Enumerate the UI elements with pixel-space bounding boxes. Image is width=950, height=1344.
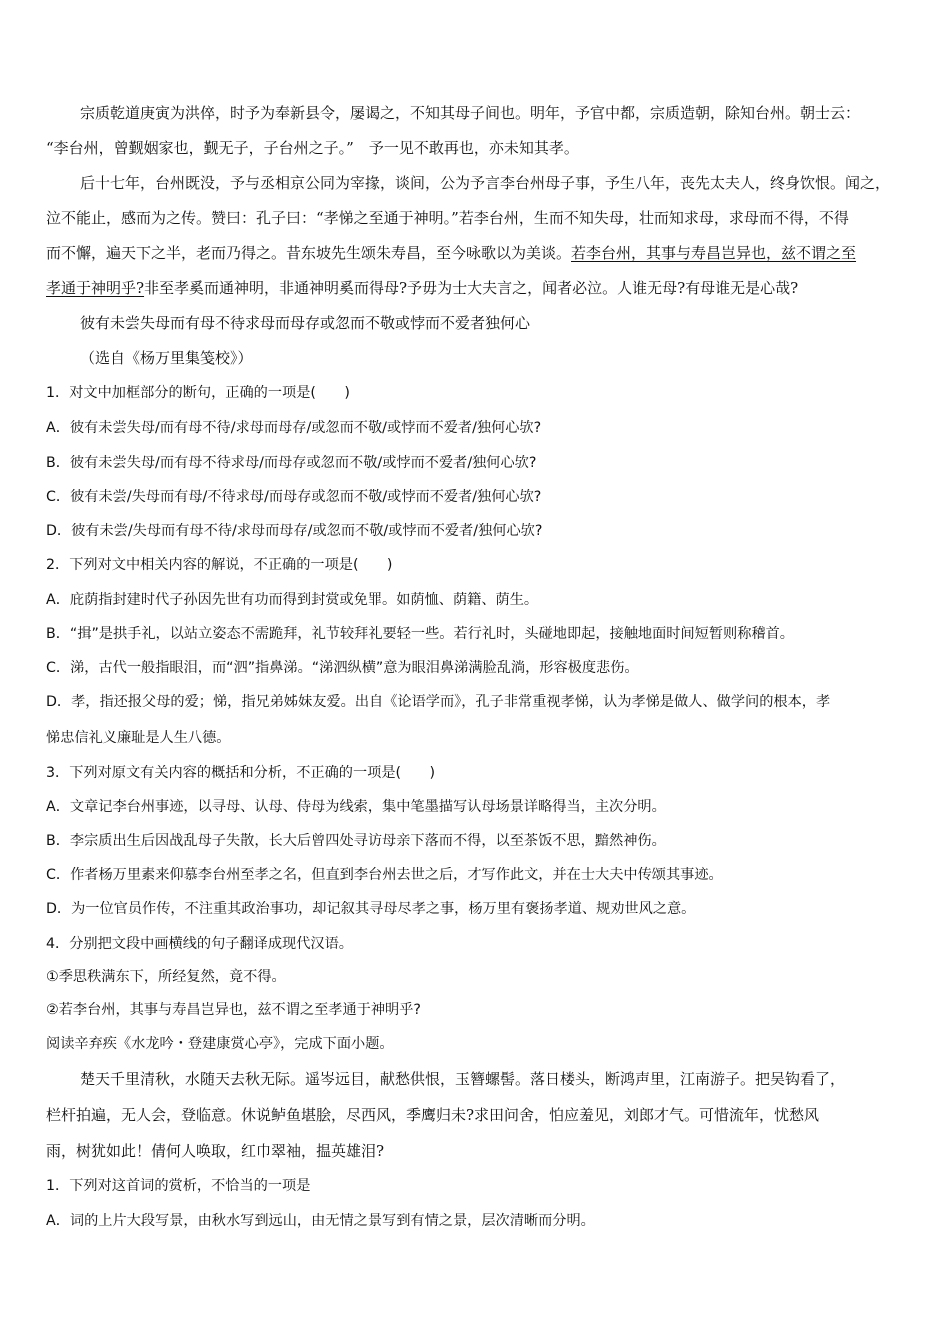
q3-option-b: B．李宗质出生后因战乱母子失散，长大后曾四处寻访母亲下落而不得，以至茶饭不思，黯然神伤。 <box>46 833 666 849</box>
q1-option-b: B．彼有未尝失母/而有母不待求母/而母存或忽而不敬/或悖而不爱者/独何心欤? <box>46 455 537 471</box>
q1-option-c: C．彼有未尝/失母而有母/不待求母/而母存或忽而不敬/或悖而不爱者/独何心欤? <box>46 489 542 505</box>
passage-p1-line2: “李台州，曾觐姻家也，觐无子，子台州之子。” 予一见不敢再也，亦未知其孝。 <box>46 139 579 157</box>
q4-item-1: ①季思秩满东下，所经复然，竟不得。 <box>46 969 286 985</box>
q2-option-b: B．“揖”是拱手礼，以站立姿态不需跪拜，礼节较拜礼要轻一些。若行礼时，头碰地即起，接触地面时间短暂则称稽首。 <box>46 626 794 642</box>
q3-option-a: A．文章记李台州事迹，以寻母、认母、侍母为线索，集中笔墨描写认母场景详略得当，主次分明。 <box>46 799 666 815</box>
poem-line3: 雨，树犹如此！倩何人唤取，红巾翠袖，揾英雄泪? <box>46 1142 385 1160</box>
q2-option-c: C．涕，古代一般指眼泪，而“泗”指鼻涕。“涕泗纵横”意为眼泪鼻涕满脸乱淌，形容极度悲伤。 <box>46 660 639 676</box>
passage-source: （选自《杨万里集笺校》） <box>80 349 253 367</box>
passage-p1-line1: 宗质乾道庚寅为洪倅，时予为奉新县令，屡谒之，不知其母子间也。明年，予官中都，宗质造朝，除知台州。朝士云： <box>80 104 861 122</box>
q1-option-a: A．彼有未尝失母/而有母不待/求母而母存/或忽而不敬/或悖而不爱者/独何心欤? <box>46 420 542 436</box>
q2-option-d: D．孝，指还报父母的爱；悌，指兄弟姊妹友爱。出自《论语学而》，孔子非常重视孝悌，认为孝悌是做人、做学问的根本，孝 <box>46 694 831 710</box>
underlined-sentence-part2: 孝通于神明乎? <box>46 279 145 297</box>
q2-stem: 2．下列对文中相关内容的解说，不正确的一项是( ) <box>46 557 393 573</box>
passage-p2-line4 <box>46 278 908 298</box>
passage-p2-line2: 泣不能止，感而为之传。赞曰：孔子曰：“孝悌之至通于神明。”若李台州，生而不知失母，壮而知求母，求母而不得，不得 <box>46 209 849 227</box>
q4-item-2: ②若李台州，其事与寿昌岂异也，兹不谓之至孝通于神明乎? <box>46 1002 421 1018</box>
q3-option-c: C．作者杨万里素来仰慕李台州至孝之名，但直到李台州去世之后，才写作此文，并在士大夫中传颂其事迹。 <box>46 867 723 883</box>
q3-stem: 3．下列对原文有关内容的概括和分析，不正确的一项是( ) <box>46 765 435 781</box>
passage-p2-line3-text: 而不懈，遍天下之半，老而乃得之。昔东坡先生颂朱寿昌，至今咏歌以为美谈。 <box>46 244 572 262</box>
passage-p2-tail: 非至孝奚而通神明，非通神明奚而得母?予毋为士大夫言之，闻者必泣。人谁无母?有母谁无是心哉? <box>144 279 799 297</box>
boxed-passage: 彼有未尝失母而有母不待求母而母存或忽而不敬或悖而不爱者独何心 <box>80 314 531 332</box>
passage-p2-line1: 后十七年，台州既没，予与丞相京公同为宰掾，谈间，公为予言李台州母子事，予生八年，丧先太夫人，终身饮恨。闻之， <box>80 174 891 192</box>
poem-q1-option-a: A．词的上片大段写景，由秋水写到远山，由无情之景写到有情之景，层次清晰而分明。 <box>46 1213 595 1229</box>
q1-stem: 1．对文中加框部分的断句，正确的一项是( ) <box>46 385 350 401</box>
passage-p2-line3 <box>46 243 908 263</box>
q1-option-d: D．彼有未尝/失母而有母不待/求母而母存/或忽而不敬/或悖而不爱者/独何心欤? <box>46 523 543 539</box>
q2-option-d-cont: 悌忠信礼义廉耻是人生八德。 <box>46 730 231 746</box>
poem-intro: 阅读辛弃疾《水龙吟・登建康赏心亭》，完成下面小题。 <box>46 1036 394 1052</box>
q3-option-d: D．为一位官员作传，不注重其政治事功，却记叙其寻母尽孝之事，杨万里有褒扬孝道、规劝世风之意。 <box>46 901 696 917</box>
poem-line2: 栏杆拍遍，无人会，登临意。休说鲈鱼堪脍，尽西风，季鹰归未?求田问舍，怕应羞见，刘郎才气。可惜流年，忧愁风 <box>46 1106 820 1124</box>
poem-line1: 楚天千里清秋，水随天去秋无际。遥岑远目，献愁供恨，玉簪螺髻。落日楼头，断鸿声里，江南游子。把吴钩看了， <box>80 1070 846 1088</box>
underlined-sentence-part1: 若李台州，其事与寿昌岂异也，兹不谓之至 <box>571 244 857 262</box>
poem-q1-stem: 1．下列对这首词的赏析，不恰当的一项是 <box>46 1178 311 1194</box>
q2-option-a: A．庇荫指封建时代子孙因先世有功而得到封赏或免罪。如荫恤、荫籍、荫生。 <box>46 592 539 608</box>
q4-stem: 4．分别把文段中画横线的句子翻译成现代汉语。 <box>46 936 353 952</box>
